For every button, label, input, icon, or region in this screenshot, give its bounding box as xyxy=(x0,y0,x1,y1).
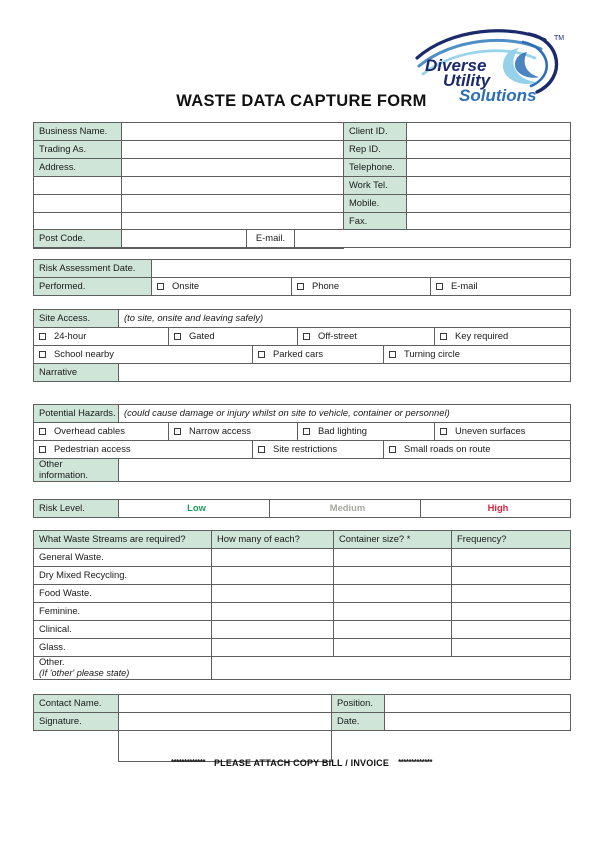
table-row xyxy=(34,567,571,585)
waste-streams-table xyxy=(33,530,571,680)
table-row xyxy=(34,278,571,296)
checkbox-label: Phone xyxy=(312,280,340,292)
checkbox-option-onsite[interactable] xyxy=(152,278,292,296)
checkbox-icon[interactable] xyxy=(389,446,396,453)
checkbox-option-small-roads-on-route[interactable] xyxy=(384,441,571,459)
signature-spacer xyxy=(34,731,119,762)
input-position[interactable] xyxy=(385,695,571,713)
input-risk-assessment-date[interactable] xyxy=(152,260,571,278)
table-row xyxy=(34,695,571,713)
row-label-other xyxy=(34,657,212,680)
contact-table xyxy=(33,694,571,762)
risk-level-table xyxy=(33,499,571,518)
hint-potential-hazards: (could cause damage or injury whilst on site to vehicle, container or personnel) xyxy=(119,405,571,423)
label-narrative: Narrative xyxy=(34,364,119,382)
checkbox-label: Small roads on route xyxy=(404,443,491,455)
checkbox-icon[interactable] xyxy=(39,446,46,453)
checkbox-option-24-hour[interactable] xyxy=(34,328,169,346)
checkbox-icon[interactable] xyxy=(258,446,265,453)
table-row xyxy=(34,657,571,680)
checkbox-option-turning-circle[interactable] xyxy=(384,346,571,364)
row-label-general-waste: General Waste. xyxy=(34,549,212,567)
checkbox-label: Overhead cables xyxy=(54,425,125,437)
risk-level-low[interactable]: Low xyxy=(119,500,270,518)
input-feminine-frequency[interactable] xyxy=(452,603,571,621)
label-rep-id: Rep ID. xyxy=(344,141,407,159)
potential-hazards-table xyxy=(33,404,571,482)
label-telephone: Telephone. xyxy=(344,159,407,177)
checkbox-label: Off-street xyxy=(318,330,357,342)
input-post-code[interactable] xyxy=(122,230,247,248)
input-general-waste-container[interactable] xyxy=(334,549,452,567)
risk-level-medium[interactable]: Medium xyxy=(270,500,421,518)
table-row xyxy=(34,459,571,482)
checkbox-label: Gated xyxy=(189,330,215,342)
input-feminine-container[interactable] xyxy=(334,603,452,621)
input-date[interactable] xyxy=(385,713,571,731)
checkbox-label: Turning circle xyxy=(404,348,460,360)
row-label-clinical: Clinical. xyxy=(34,621,212,639)
checkbox-label: 24-hour xyxy=(54,330,87,342)
risk-assessment-table xyxy=(33,259,571,296)
row-label-dry-mixed-recycling: Dry Mixed Recycling. xyxy=(34,567,212,585)
input-clinical-frequency[interactable] xyxy=(452,621,571,639)
input-signature-top[interactable] xyxy=(119,713,332,731)
label-client-id: Client ID. xyxy=(344,123,407,141)
input-food-waste-quantity[interactable] xyxy=(212,585,334,603)
label-signature: Signature. xyxy=(34,713,119,731)
logo-line-3: Solutions xyxy=(459,86,537,104)
input-client-id[interactable] xyxy=(407,123,571,141)
input-other-waste-stream[interactable] xyxy=(212,657,571,680)
label-fax: Fax. xyxy=(344,213,407,231)
input-fax[interactable] xyxy=(407,213,571,231)
label-contact-name: Contact Name. xyxy=(34,695,119,713)
row-label-glass: Glass. xyxy=(34,639,212,657)
input-clinical-quantity[interactable] xyxy=(212,621,334,639)
label-email: E-mail. xyxy=(247,230,295,248)
checkbox-label: Bad lighting xyxy=(318,425,367,437)
table-row xyxy=(34,713,571,731)
label-risk-level: Risk Level. xyxy=(34,500,119,518)
table-row xyxy=(34,177,571,195)
label-business-name: Business Name. xyxy=(34,123,122,141)
checkbox-option-uneven-surfaces[interactable] xyxy=(435,423,571,441)
postcode-email-table xyxy=(33,229,571,248)
checkbox-option-off-street[interactable] xyxy=(298,328,435,346)
label-performed: Performed. xyxy=(34,278,152,296)
checkbox-option-key-required[interactable] xyxy=(435,328,571,346)
checkbox-icon[interactable] xyxy=(39,333,46,340)
checkbox-icon[interactable] xyxy=(303,428,310,435)
input-rep-id[interactable] xyxy=(407,141,571,159)
table-row xyxy=(34,346,571,364)
input-trading-as[interactable] xyxy=(122,141,344,159)
address-spacer-3 xyxy=(34,213,122,231)
table-row xyxy=(34,603,571,621)
table-row xyxy=(34,549,571,567)
row-label-food-waste: Food Waste. xyxy=(34,585,212,603)
checkbox-option-site-restrictions[interactable] xyxy=(253,441,384,459)
checkbox-label: Onsite xyxy=(172,280,200,292)
table-header-row xyxy=(34,531,571,549)
checkbox-label: Uneven surfaces xyxy=(455,425,526,437)
footer-text: PLEASE ATTACH COPY BILL / INVOICE xyxy=(213,758,390,768)
other-info-line-2: information. xyxy=(39,468,88,480)
input-other-information[interactable] xyxy=(119,459,571,482)
checkbox-option-email[interactable] xyxy=(431,278,571,296)
table-row xyxy=(34,310,571,328)
address-spacer-1 xyxy=(34,177,122,195)
input-contact-name[interactable] xyxy=(119,695,332,713)
table-row xyxy=(34,441,571,459)
table-row xyxy=(34,195,571,213)
label-date: Date. xyxy=(332,713,385,731)
footer-stars-right: ************* xyxy=(398,758,433,767)
input-dry-mixed-recycling-container[interactable] xyxy=(334,567,452,585)
table-row xyxy=(34,364,571,382)
checkbox-option-school-nearby[interactable] xyxy=(34,346,253,364)
input-dry-mixed-recycling-quantity[interactable] xyxy=(212,567,334,585)
checkbox-icon[interactable] xyxy=(174,333,181,340)
checkbox-label: Narrow access xyxy=(189,425,251,437)
table-row xyxy=(34,585,571,603)
label-other-information xyxy=(34,459,119,482)
footer-note xyxy=(0,758,603,768)
table-row xyxy=(34,639,571,657)
label-mobile: Mobile. xyxy=(344,195,407,213)
address-spacer-2 xyxy=(34,195,122,213)
table-row xyxy=(34,500,571,518)
label-position: Position. xyxy=(332,695,385,713)
checkbox-icon[interactable] xyxy=(440,428,447,435)
input-address-line-1[interactable] xyxy=(122,159,344,177)
checkbox-icon[interactable] xyxy=(389,351,396,358)
checkbox-icon[interactable] xyxy=(303,333,310,340)
table-row xyxy=(34,159,571,177)
page-title: WASTE DATA CAPTURE FORM xyxy=(176,92,427,110)
input-food-waste-frequency[interactable] xyxy=(452,585,571,603)
logo-line-2: Utility xyxy=(443,71,491,90)
input-email[interactable] xyxy=(295,230,571,248)
input-glass-quantity[interactable] xyxy=(212,639,334,657)
risk-level-high[interactable]: High xyxy=(421,500,571,518)
header-waste-streams: What Waste Streams are required? xyxy=(34,531,212,549)
checkbox-option-pedestrian-access[interactable] xyxy=(34,441,253,459)
checkbox-label: School nearby xyxy=(54,348,114,360)
checkbox-option-narrow-access[interactable] xyxy=(169,423,298,441)
row-label-feminine: Feminine. xyxy=(34,603,212,621)
header-how-many: How many of each? xyxy=(212,531,334,549)
contact-spacer-b xyxy=(385,731,571,762)
header-container-size: Container size? * xyxy=(334,531,452,549)
table-row xyxy=(34,123,571,141)
input-mobile[interactable] xyxy=(407,195,571,213)
input-glass-frequency[interactable] xyxy=(452,639,571,657)
input-dry-mixed-recycling-frequency[interactable] xyxy=(452,567,571,585)
checkbox-option-bad-lighting[interactable] xyxy=(298,423,435,441)
checkbox-icon[interactable] xyxy=(258,351,265,358)
contact-spacer-a xyxy=(332,731,385,762)
label-potential-hazards: Potential Hazards. xyxy=(34,405,119,423)
logo-trademark: TM xyxy=(554,35,565,42)
input-address-line-2[interactable] xyxy=(122,177,344,195)
checkbox-option-parked-cars[interactable] xyxy=(253,346,384,364)
other-info-line-1: Other xyxy=(39,458,63,469)
input-signature-area[interactable] xyxy=(119,731,332,762)
other-line-2: (If 'other' please state) xyxy=(39,667,130,678)
checkbox-label: E-mail xyxy=(451,280,478,292)
table-row xyxy=(34,731,571,762)
checkbox-option-phone[interactable] xyxy=(292,278,431,296)
checkbox-label: Key required xyxy=(455,330,509,342)
other-line-1: Other. xyxy=(39,656,65,667)
checkbox-icon[interactable] xyxy=(436,283,443,290)
table-row xyxy=(34,260,571,278)
label-address: Address. xyxy=(34,159,122,177)
table-row xyxy=(34,621,571,639)
input-business-name[interactable] xyxy=(122,123,344,141)
checkbox-label: Site restrictions xyxy=(273,443,338,455)
table-row xyxy=(34,213,571,231)
table-row xyxy=(34,405,571,423)
hint-site-access: (to site, onsite and leaving safely) xyxy=(119,310,571,328)
label-post-code: Post Code. xyxy=(34,230,122,248)
checkbox-option-overhead-cables[interactable] xyxy=(34,423,169,441)
checkbox-label: Parked cars xyxy=(273,348,324,360)
table-row xyxy=(34,141,571,159)
table-row xyxy=(34,328,571,346)
label-work-tel: Work Tel. xyxy=(344,177,407,195)
input-general-waste-frequency[interactable] xyxy=(452,549,571,567)
input-general-waste-quantity[interactable] xyxy=(212,549,334,567)
checkbox-option-gated[interactable] xyxy=(169,328,298,346)
logo-line-1: Diverse xyxy=(425,56,487,75)
checkbox-icon[interactable] xyxy=(39,428,46,435)
label-risk-assessment-date: Risk Assessment Date. xyxy=(34,260,152,278)
input-food-waste-container[interactable] xyxy=(334,585,452,603)
input-narrative[interactable] xyxy=(119,364,571,382)
checkbox-icon[interactable] xyxy=(39,351,46,358)
input-address-line-3[interactable] xyxy=(122,195,344,213)
table-row xyxy=(34,230,571,248)
header-frequency: Frequency? xyxy=(452,531,571,549)
label-trading-as: Trading As. xyxy=(34,141,122,159)
checkbox-icon[interactable] xyxy=(297,283,304,290)
input-clinical-container[interactable] xyxy=(334,621,452,639)
checkbox-icon[interactable] xyxy=(174,428,181,435)
checkbox-label: Pedestrian access xyxy=(54,443,131,455)
checkbox-icon[interactable] xyxy=(157,283,164,290)
input-feminine-quantity[interactable] xyxy=(212,603,334,621)
site-access-table xyxy=(33,309,571,382)
checkbox-icon[interactable] xyxy=(440,333,447,340)
label-site-access: Site Access. xyxy=(34,310,119,328)
table-row xyxy=(34,423,571,441)
footer-stars-left: ************* xyxy=(170,758,205,767)
input-address-line-4[interactable] xyxy=(122,213,344,231)
input-work-tel[interactable] xyxy=(407,177,571,195)
input-glass-container[interactable] xyxy=(334,639,452,657)
input-telephone[interactable] xyxy=(407,159,571,177)
